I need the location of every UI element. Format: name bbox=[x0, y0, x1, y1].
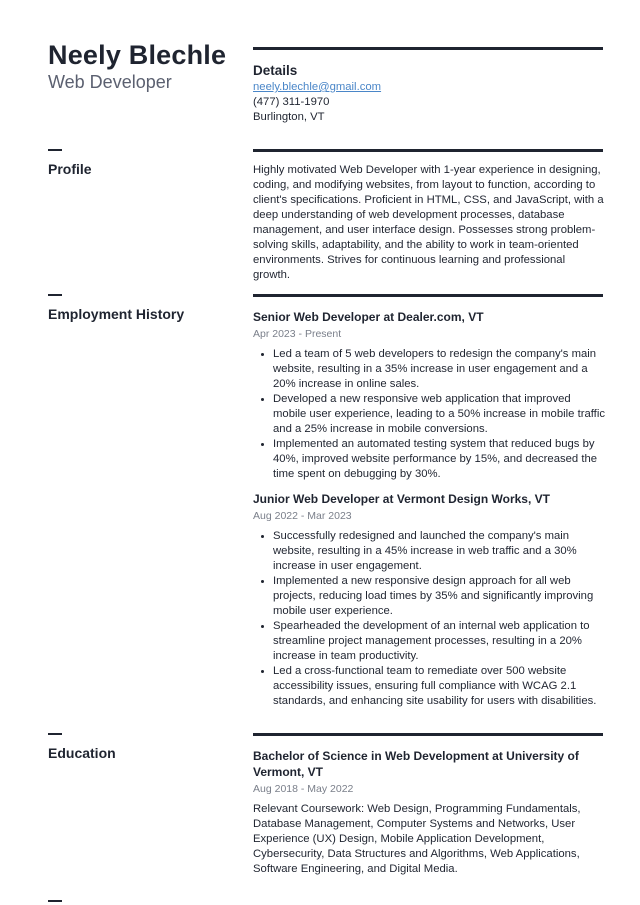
bullet-item: • Led a cross-functional team to remediate over 500 website accessibility issues, ensuring full compliance with WCAG 2.1 standards, and enhancing site usability for users with disabilities. bbox=[273, 664, 605, 709]
location: Burlington, VT bbox=[253, 111, 325, 123]
profile-text: Highly motivated Web Developer with 1-year experience in designing, coding, and modifying websites, from layout to function, according to client's specifications. Proficient in HTML, CSS, and JavaScript, with a deep understanding of web development processes, database management, and user interface design. Possesses strong problem-solving skills, adaptability, and the ability to work in team-oriented environments. Strives for continuous learning and professional growth. bbox=[253, 164, 604, 281]
bullet-item: • Developed a new responsive web application that improved mobile user experience, leading to a 50% increase in mobile traffic and a 25% increase in mobile conversions. bbox=[273, 392, 605, 437]
education-dash bbox=[48, 733, 62, 735]
details-section bbox=[253, 63, 605, 125]
education-divider bbox=[253, 733, 603, 736]
education-dates: Aug 2018 - May 2022 bbox=[253, 783, 354, 795]
bullet-item: • Successfully redesigned and launched the company's main website, resulting in a 45% increase in web traffic and a 30% increase in user engagement. bbox=[273, 529, 605, 574]
job-title-heading: Senior Web Developer at Dealer.com, VT bbox=[253, 310, 484, 324]
degree-title: Bachelor of Science in Web Development at University of Vermont, VT bbox=[253, 749, 579, 779]
job-entry bbox=[253, 491, 605, 709]
details-divider bbox=[253, 47, 603, 50]
coursework-text: Relevant Coursework: Web Design, Programming Fundamentals, Database Management, Computer Systems and Networks, User Experience (UX) Design, Mobile Application Development, Cybersecurity, Data Structures and Algorithms, Web Applications, Software Engineering, and Digital Media. bbox=[253, 803, 581, 875]
bullet-item: • Spearheaded the development of an internal web application to streamline project management processes, resulting in a 20% increase in team productivity. bbox=[273, 619, 605, 664]
job-title-heading: Junior Web Developer at Vermont Design Works, VT bbox=[253, 492, 550, 506]
job-bullets bbox=[253, 529, 605, 709]
details-heading: Details bbox=[253, 63, 298, 78]
employment-heading: Employment History bbox=[48, 306, 185, 322]
candidate-name: Neely Blechle bbox=[48, 40, 227, 70]
profile-dash bbox=[48, 149, 62, 151]
profile-divider bbox=[253, 149, 603, 152]
bullet-item: • Implemented an automated testing system that reduced bugs by 40%, improved website performance by 15%, and decreased the time spent on debugging by 30%. bbox=[273, 437, 605, 482]
employment-divider bbox=[253, 294, 603, 297]
bullet-item: • Implemented a new responsive design approach for all web projects, reducing load times by 35% and significantly improving mobile user experience. bbox=[273, 574, 605, 619]
job-title: Web Developer bbox=[48, 72, 172, 92]
job-dates: Apr 2023 - Present bbox=[253, 328, 342, 340]
next-section-dash bbox=[48, 900, 62, 902]
job-bullets bbox=[253, 347, 605, 482]
bullet-item: • Led a team of 5 web developers to redesign the company's main website, resulting in a 35% increase in user engagement and a 20% increase in online sales. bbox=[273, 347, 605, 392]
employment-dash bbox=[48, 294, 62, 296]
job-entry bbox=[253, 309, 605, 482]
profile-heading: Profile bbox=[48, 161, 92, 177]
education-heading: Education bbox=[48, 745, 116, 761]
education-entry bbox=[253, 748, 605, 877]
job-dates: Aug 2022 - Mar 2023 bbox=[253, 510, 352, 522]
phone-number: (477) 311-1970 bbox=[253, 96, 330, 108]
email-link[interactable]: neely.blechle@gmail.com bbox=[253, 81, 382, 93]
